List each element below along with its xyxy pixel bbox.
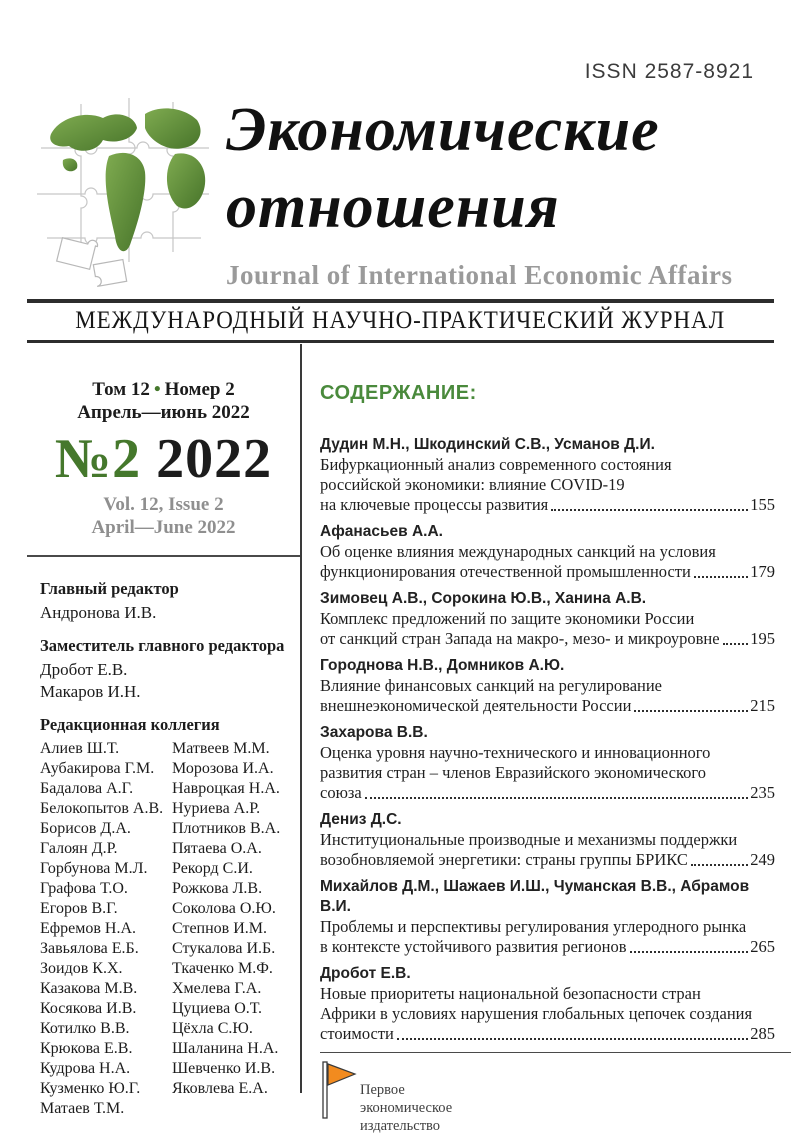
board-member-name: Шевченко И.В.	[172, 1060, 276, 1077]
toc-title-line: стоимости	[320, 1024, 394, 1043]
toc-column	[302, 344, 775, 1134]
left-column	[27, 344, 302, 1117]
toc-title-line: Комплекс предложений по защите экономики России	[320, 609, 695, 628]
toc-authors: Городнова Н.В., Домников А.Ю.	[320, 657, 565, 674]
toc-title-lastline	[320, 629, 775, 649]
board-member-name: Рекорд С.И.	[172, 860, 253, 877]
journal-title-line2: отношения	[226, 173, 560, 241]
board-member-name: Егоров В.Г.	[40, 900, 118, 917]
board-member-name: Котилко В.В.	[40, 1020, 130, 1037]
toc-authors: Дробот Е.В.	[320, 965, 411, 982]
editorial-board-group	[40, 715, 294, 1119]
editorial-board-columns	[40, 739, 294, 1119]
chief-editor-name: Андронова И.В.	[40, 603, 157, 622]
board-member-name: Нуриева А.Р.	[172, 800, 261, 817]
board-member-name: Кудрова Н.А.	[40, 1060, 131, 1077]
toc-title-line: в контексте устойчивого развития регионов	[320, 937, 627, 956]
toc-page-number: 285	[750, 1024, 775, 1043]
toc-page-number: 249	[750, 850, 775, 869]
publisher-name-line: Первое	[360, 1082, 405, 1098]
toc-entries	[320, 435, 775, 1044]
board-member-name: Степнов И.М.	[172, 920, 268, 937]
toc-entry	[320, 656, 775, 716]
toc-title-line: функционирования отечественной промышленности	[320, 562, 691, 581]
board-member-name: Завьялова Е.Б.	[40, 940, 139, 957]
editors-block	[27, 557, 300, 1119]
board-member-name: Борисов Д.А.	[40, 820, 131, 837]
toc-dot-leader	[365, 797, 749, 799]
toc-entry	[320, 522, 775, 582]
toc-entry	[320, 435, 775, 515]
issue-volume-ru-post: Номер 2	[164, 379, 235, 400]
toc-title-line: развития стран – членов Евразийского экономического	[320, 763, 707, 782]
masthead	[226, 92, 774, 291]
toc-authors: Дениз Д.С.	[320, 811, 402, 828]
editorial-board-label: Редакционная коллегия	[40, 715, 220, 734]
issue-season-en: April—June 2022	[91, 517, 236, 538]
toc-title-lastline	[320, 937, 775, 957]
editorial-board-col1	[40, 739, 172, 1119]
toc-authors: Афанасьев А.А.	[320, 523, 443, 540]
toc-title-line: Новые приоритеты национальной безопасности стран	[320, 984, 701, 1003]
toc-title-lastline	[320, 783, 775, 803]
journal-title-line1: Экономические	[226, 96, 660, 164]
toc-title-lastline	[320, 1024, 775, 1044]
board-member-name: Ефремов Н.А.	[40, 920, 137, 937]
toc-dot-leader	[551, 509, 748, 511]
toc-page-number: 179	[750, 562, 775, 581]
board-member-name: Навроцкая Н.А.	[172, 780, 280, 797]
toc-entry	[320, 877, 775, 957]
toc-title-lastline	[320, 495, 775, 515]
board-member-name: Соколова О.Ю.	[172, 900, 276, 917]
board-member-name: Крюкова Е.В.	[40, 1040, 133, 1057]
toc-authors: Зимовец А.В., Сорокина Ю.В., Ханина А.В.	[320, 590, 647, 607]
toc-title-line: от санкций стран Запада на макро-, мезо- и микроуровне	[320, 629, 720, 648]
toc-title-line: российской экономики: влияние COVID-19	[320, 475, 625, 494]
toc-dot-leader	[634, 710, 748, 712]
toc-page-number: 265	[750, 937, 775, 956]
main-columns	[27, 344, 775, 1134]
deputy-editor-group	[40, 636, 294, 703]
board-member-name: Алиев Ш.Т.	[40, 740, 120, 757]
publisher-name-line: экономическое	[360, 1100, 453, 1116]
toc-title-line: Африки в условиях нарушения глобальных цепочек создания	[320, 1004, 753, 1023]
board-member-name: Аубакирова Г.М.	[40, 760, 155, 777]
toc-dot-leader	[630, 951, 749, 953]
board-member-name: Горбунова М.Л.	[40, 860, 148, 877]
toc-title-line: Проблемы и перспективы регулирования углеродного рынка	[320, 917, 747, 936]
toc-title-line: союза	[320, 783, 362, 802]
toc-title-line: внешнеэкономической деятельности России	[320, 696, 632, 715]
board-member-name: Матвеев М.М.	[172, 740, 270, 757]
toc-title-line: Об оценке влияния международных санкций на условия	[320, 542, 716, 561]
toc-entry	[320, 723, 775, 803]
board-member-name: Казакова М.В.	[40, 980, 138, 997]
band-title: МЕЖДУНАРОДНЫЙ НАУЧНО-ПРАКТИЧЕСКИЙ ЖУРНАЛ	[75, 307, 726, 334]
deputy-editor-names	[40, 659, 294, 703]
toc-title-lastline	[320, 696, 775, 716]
band-strip	[27, 299, 774, 343]
toc-dot-leader	[691, 864, 748, 866]
toc-authors: Дудин М.Н., Шкодинский С.В., Усманов Д.И.	[320, 436, 655, 453]
issue-number	[27, 429, 300, 489]
editorial-board-col2	[172, 739, 280, 1119]
board-member-name: Цёхла С.Ю.	[172, 1020, 253, 1037]
board-member-name: Хмелева Г.А.	[172, 980, 262, 997]
board-member-name: Зоидов К.Х.	[40, 960, 123, 977]
issue-number-green: №2	[54, 428, 142, 490]
issue-season-ru: Апрель—июнь 2022	[77, 402, 250, 423]
issue-volume-ru	[27, 378, 300, 401]
toc-entry	[320, 964, 775, 1044]
board-member-name: Шаланина Н.А.	[172, 1040, 279, 1057]
bullet-icon: •	[153, 379, 161, 400]
issue-volume-ru-pre: Том 12	[92, 379, 150, 400]
toc-page-number: 195	[750, 629, 775, 648]
board-member-name: Яковлева Е.А.	[172, 1080, 268, 1097]
board-member-name: Графова Т.О.	[40, 880, 128, 897]
board-member-name: Белокопытов А.В.	[40, 800, 164, 817]
board-member-name: Ткаченко М.Ф.	[172, 960, 273, 977]
issn-text: ISSN 2587-8921	[584, 60, 754, 83]
toc-authors: Захарова В.В.	[320, 724, 428, 741]
toc-heading: СОДЕРЖАНИЕ:	[320, 382, 477, 404]
board-member-name: Морозова И.А.	[172, 760, 274, 777]
toc-entry	[320, 810, 775, 870]
journal-title-ru	[226, 92, 774, 246]
toc-title-line: Бифуркационный анализ современного состояния	[320, 455, 672, 474]
issue-volume-en: Vol. 12, Issue 2	[103, 494, 224, 515]
toc-title-line: возобновляемой энергетики: страны группы БРИКС	[320, 850, 688, 869]
toc-dot-leader	[694, 576, 748, 578]
board-member-name: Косякова И.В.	[40, 1000, 137, 1017]
board-member-name: Матаев Т.М.	[40, 1100, 125, 1117]
board-member-name: Галоян Д.Р.	[40, 840, 118, 857]
deputy-editor-name: Макаров И.Н.	[40, 682, 141, 701]
deputy-editor-label: Заместитель главного редактора	[40, 636, 285, 655]
deputy-editor-name: Дробот Е.В.	[40, 660, 128, 679]
pennant-flag-icon	[320, 1059, 358, 1121]
publisher-name	[358, 1059, 452, 1135]
board-member-name: Кузменко Ю.Г.	[40, 1080, 141, 1097]
toc-dot-leader	[723, 643, 749, 645]
board-member-name: Стукалова И.Б.	[172, 940, 276, 957]
issue-block	[27, 344, 300, 557]
board-member-name: Пятаева О.А.	[172, 840, 262, 857]
chief-editor-group	[40, 579, 294, 624]
issue-number-year: 2022	[156, 428, 273, 490]
board-member-name: Бадалова А.Г.	[40, 780, 134, 797]
globe-puzzle-logo-icon	[33, 90, 215, 292]
publisher-block	[320, 1053, 775, 1135]
toc-page-number: 215	[750, 696, 775, 715]
toc-title-lastline	[320, 562, 775, 582]
toc-title-lastline	[320, 850, 775, 870]
board-member-name: Цуциева О.Т.	[172, 1000, 262, 1017]
toc-page-number: 155	[750, 495, 775, 514]
toc-page-number: 235	[750, 783, 775, 802]
journal-subtitle-en: Journal of International Economic Affairs	[226, 260, 733, 290]
toc-authors: Михайлов Д.М., Шажаев И.Ш., Чуманская В.В., Абрамов В.И.	[320, 878, 750, 915]
publisher-name-line: издательство	[360, 1118, 441, 1134]
toc-title-line: Институциональные производные и механизмы поддержки	[320, 830, 738, 849]
toc-title-line: Влияние финансовых санкций на регулирование	[320, 676, 662, 695]
toc-dot-leader	[397, 1038, 748, 1040]
toc-title-line: на ключевые процессы развития	[320, 495, 549, 514]
chief-editor-label: Главный редактор	[40, 579, 179, 598]
board-member-name: Плотников В.А.	[172, 820, 281, 837]
toc-entry	[320, 589, 775, 649]
board-member-name: Рожкова Л.В.	[172, 880, 263, 897]
toc-title-line: Оценка уровня научно-технического и инновационного	[320, 743, 711, 762]
